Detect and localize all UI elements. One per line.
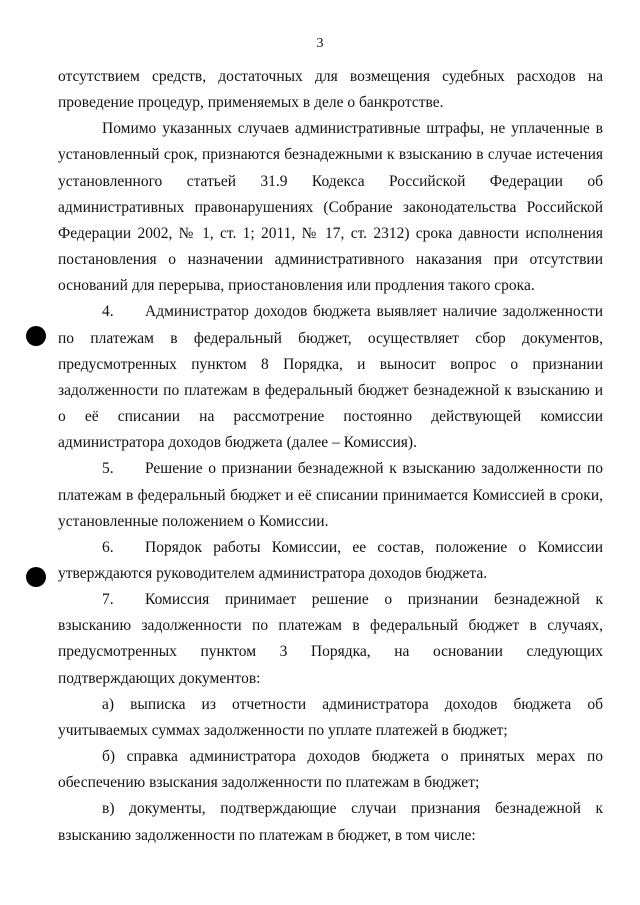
- item-number: 6.: [102, 538, 114, 556]
- paragraph-text: Порядок работы Комиссии, ее состав, положение о Комиссии утверждаются руководителем администратора доходов бюджета.: [58, 538, 603, 582]
- paragraph-subitem-a: [58, 692, 603, 744]
- page-number: 3: [316, 36, 324, 51]
- document-body: [58, 64, 603, 849]
- paragraph-item-5: [58, 456, 603, 534]
- item-number: 4.: [102, 303, 114, 321]
- paragraph-text: отсутствием средств, достаточных для возмещения судебных расходов на проведение процедур, применяемых в деле о банкротстве.: [58, 68, 603, 112]
- paragraph-continuation: [58, 64, 603, 116]
- item-number: 7.: [102, 591, 114, 609]
- paragraph-text: Решение о признании безнадежной к взысканию задолженности по платежам в федеральный бюджет и её списании принимается Комиссией в сроки, установленные положением о Комиссии.: [58, 460, 603, 530]
- paragraph-subitem-v: [58, 796, 603, 848]
- paragraph-text: а) выписка из отчетности администратора доходов бюджета об учитываемых суммах задолженности по уплате платежей в бюджет;: [58, 695, 603, 739]
- paragraph-fines: [58, 116, 603, 299]
- item-number: 5.: [102, 460, 114, 478]
- paragraph-item-7: [58, 587, 603, 692]
- punch-hole-bottom: [26, 567, 46, 587]
- paragraph-text: б) справка администратора доходов бюджета о принятых мерах по обеспечению взыскания задолженности по платежам в бюджет;: [58, 748, 603, 792]
- paragraph-text: в) документы, подтверждающие случаи признания безнадежной к взысканию задолженности по платежам в бюджет, в том числе:: [58, 800, 603, 844]
- paragraph-text: Комиссия принимает решение о признании безнадежной к взысканию задолженности по платежам в федеральный бюджет в случаях, предусмотренных пунктом 3 Порядка, на основании следующих подтверждающих документов:: [58, 591, 603, 687]
- paragraph-text: Администратор доходов бюджета выявляет наличие задолженности по платежам в федеральный бюджет, осуществляет сбор документов, предусмотренных пунктом 8 Порядка, и выносит вопрос о признании задолженности по платежам в федеральный бюджет безнадежной к взысканию и о её списании на рассмотрение постоянно действующей комиссии администратора доходов бюджета (далее – Комиссия).: [58, 303, 603, 452]
- paragraph-subitem-b: [58, 744, 603, 796]
- paragraph-text: Помимо указанных случаев административные штрафы, не уплаченные в установленный срок, признаются безнадежными к взысканию в случае истечения установленного статьей 31.9 Кодекса Российской Федерации об административных правонарушениях (Собрание законодательства Российской Федерации 2002, № 1, ст. 1; 2011, № 17, ст. 2312) срока давности исполнения постановления о назначении административного наказания при отсутствии оснований для перерыва, приостановления или продления такого срока.: [58, 120, 603, 295]
- paragraph-item-6: [58, 535, 603, 587]
- punch-hole-top: [26, 326, 46, 346]
- paragraph-item-4: [58, 299, 603, 456]
